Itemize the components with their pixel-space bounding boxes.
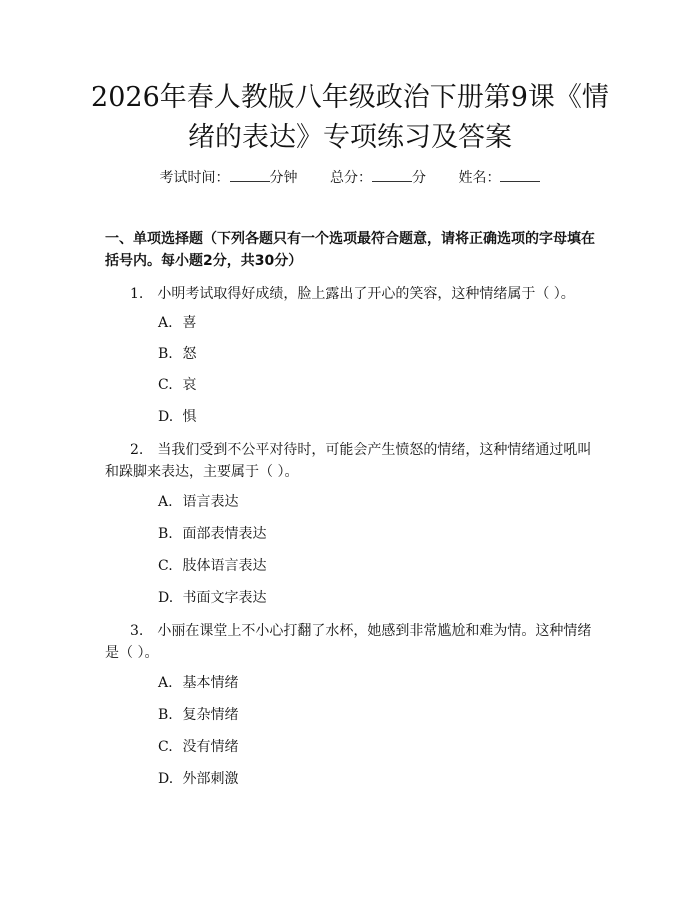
question-2-option-d — [158, 588, 266, 608]
option-letter: D. — [158, 590, 174, 606]
option-text: 面部表情表达 — [182, 526, 267, 542]
question-text: 当我们受到不公平对待时，可能会产生愤怒的情绪，这种情绪通过吼叫和跺脚来表达，主要属于（ ）。 — [105, 442, 592, 480]
question-3-option-d — [158, 769, 238, 789]
exam-time-label: 考试时间： — [159, 170, 230, 186]
question-text: 小丽在课堂上不小心打翻了水杯，她感到非常尴尬和难为情。这种情绪是（ ）。 — [105, 623, 592, 661]
document-title-line-2: 绪的表达》专项练习及答案 — [188, 122, 512, 153]
exam-time-unit: 分钟 — [269, 170, 298, 186]
option-text: 语言表达 — [182, 494, 239, 510]
question-2-option-a — [158, 492, 238, 512]
question-1-option-c — [158, 375, 196, 395]
question-2-option-c — [158, 556, 266, 576]
total-score-label: 总分： — [330, 170, 372, 186]
question-number: 1. — [130, 286, 144, 302]
student-name-field — [458, 170, 540, 186]
option-text: 外部刺激 — [182, 771, 239, 787]
option-letter: B. — [158, 346, 173, 362]
question-2 — [105, 439, 602, 483]
question-1 — [105, 283, 602, 305]
option-text: 复杂情绪 — [182, 707, 239, 723]
question-1-option-d — [158, 407, 196, 427]
section-heading: 一、单项选择题（下列各题只有一个选项最符合题意，请将正确选项的字母填在括号内。每小题2分，共30分） — [105, 231, 595, 269]
question-1-option-a — [158, 313, 196, 333]
option-text: 喜 — [182, 315, 197, 331]
option-letter: A. — [158, 315, 173, 331]
total-score-field — [330, 170, 430, 186]
question-number: 2. — [130, 442, 144, 458]
option-letter: A. — [158, 494, 173, 510]
option-text: 惧 — [182, 409, 197, 425]
option-text: 哀 — [182, 377, 197, 393]
question-2-option-b — [158, 524, 266, 544]
option-text: 肢体语言表达 — [182, 558, 267, 574]
student-name-blank — [500, 168, 540, 182]
option-letter: D. — [158, 409, 174, 425]
exam-time-field — [160, 170, 302, 186]
option-letter: C. — [158, 377, 173, 393]
option-letter: D. — [158, 771, 174, 787]
question-number: 3. — [130, 623, 144, 639]
option-text: 没有情绪 — [182, 739, 239, 755]
option-letter: C. — [158, 558, 173, 574]
question-text: 小明考试取得好成绩，脸上露出了开心的笑容，这种情绪属于（ ）。 — [157, 286, 575, 302]
total-score-blank — [372, 168, 412, 182]
question-3-option-a — [158, 673, 238, 693]
student-name-label: 姓名： — [458, 170, 501, 186]
option-letter: B. — [158, 707, 173, 723]
option-letter: C. — [158, 739, 173, 755]
total-score-unit: 分 — [412, 170, 426, 186]
question-3-option-c — [158, 737, 238, 757]
question-3 — [105, 620, 602, 664]
document-title-line-1: 2026年春人教版八年级政治下册第9课《情 — [91, 82, 609, 113]
exam-info-bar — [0, 168, 700, 188]
option-letter: A. — [158, 675, 173, 691]
question-1-option-b — [158, 344, 196, 364]
option-text: 怒 — [182, 346, 197, 362]
question-3-option-b — [158, 705, 238, 725]
exam-time-blank — [230, 168, 270, 182]
option-text: 基本情绪 — [182, 675, 239, 691]
option-letter: B. — [158, 526, 173, 542]
option-text: 书面文字表达 — [182, 590, 267, 606]
